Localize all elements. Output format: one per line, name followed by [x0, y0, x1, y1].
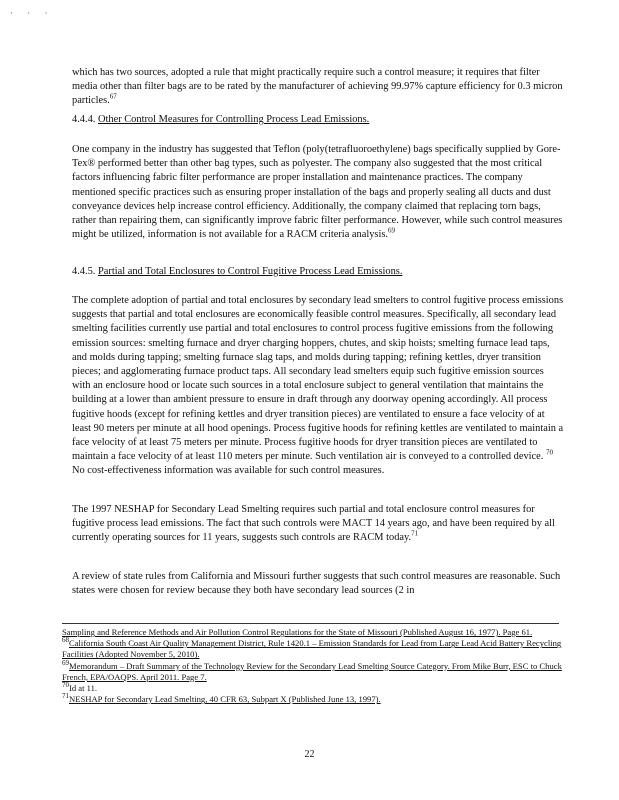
paragraph-state-rules [72, 570, 564, 598]
footnote-ref[interactable]: 69 [387, 226, 395, 235]
footnote-divider [62, 623, 559, 624]
footnote-ref[interactable]: 71 [411, 529, 419, 538]
section-heading-4-4-4 [72, 113, 564, 127]
footnote-text[interactable]: California South Coast Air Quality Management District, Rule 1420.1 – Emission Standards for Lead from Large Lead Acid Battery Recycling Facilities (Adopted November 5, 2010). [62, 638, 562, 660]
footnote [62, 694, 562, 705]
heading-number: 4.4.4. [72, 114, 96, 125]
footnote-number: 69 [62, 658, 69, 667]
footnote [62, 658, 562, 683]
footnote-text[interactable]: Memorandum – Draft Summary of the Technology Review for the Secondary Lead Smelting Source Category. From Mike Burr, ESC to Chuck French, EPA/OAQPS. April 2011. Page 7. [62, 660, 562, 682]
paragraph-text-tail: No cost-effectiveness information was available for such control measures. [72, 465, 385, 477]
footnote-ref[interactable]: 67 [109, 92, 117, 101]
paragraph-text: The complete adoption of partial and total enclosures by secondary lead smelters to control fugitive process emissions suggests that partial and total enclosures are economically feasible control measures. Specifically, all secondary lead smelting facilities currently use partial and total enclosures to control process fugitive emissions from the following emission sources: smelting furnace and dryer charging hoppers, chutes, and skip hoists; smelting furnace lead taps, and molds during tapping; smelting furnace slag taps, and molds during tapping; refining kettles, dryer transition pieces; and agglomerating furnace product taps. All secondary lead smelters equip such fugitive emission sources with an enclosure hood or locate such sources in a total enclosure subject to general ventilation that maintains the building at a lower than ambient pressure to ensure in draft through any doorway opening accordingly. All process fugitive hoods (except for refining kettles and dryer transition pieces) are ventilated to ensure a face velocity of at least 90 meters per minute at all hood openings. Process fugitive hoods for refining kettles are ventilated to maintain a face velocity of at least 75 meters per minute. Process fugitive hoods for dryer transition pieces are ventilated to maintain a face velocity of at least 110 meters per minute. Such ventilation air is conveyed to a controlled device. [72, 295, 564, 463]
heading-title: Other Control Measures for Controlling Process Lead Emissions. [98, 114, 370, 125]
footnote-text: Sampling and Reference Methods and Air Pollution Control Regulations for the State of Missouri (Published August 16, 1977). Page 61. [62, 627, 533, 637]
footnote [62, 627, 562, 638]
paragraph-enclosures [72, 294, 564, 479]
footnote-text: Id at 11. [69, 683, 98, 694]
paragraph-neshap [72, 503, 564, 546]
paragraph-continuation [72, 66, 564, 109]
footnote-number: 71 [62, 692, 69, 701]
paragraph-text: which has two sources, adopted a rule that might practically require such a control measure; it requires that filter media other than filter bags are to be rated by the manufacturer of achieving 99.97% capture efficiency for 0.3 micron particles. [72, 67, 563, 107]
paragraph-teflon-bags [72, 143, 564, 242]
footnote-text[interactable]: NESHAP for Secondary Lead Smelting, 40 CFR 63, Subpart X (Published June 13, 1997). [69, 694, 381, 705]
scan-artifact: · · · [10, 8, 54, 18]
footnotes [62, 627, 562, 705]
footnote [62, 683, 562, 694]
page-number: 22 [304, 749, 315, 760]
footnote [62, 638, 562, 660]
paragraph-text: One company in the industry has suggested that Teflon (poly(tetrafluoroethylene) bags specifically supplied by Gore-Tex® performed better than other bag types, such as polyester. The company also suggested that the most critical factors influencing fabric filter performance are proper installation and maintenance practices. The company mentioned specific practices such as ensuring proper installation of the bags and properly sealing all ducts and dust conveyance devices help increase control efficiency. Additionally, the company claimed that replacing torn bags, rather than repairing them, can significantly improve fabric filter performance. However, while such control measures might be utilized, information is not available for a RACM criteria analysis. [72, 144, 563, 241]
footnote-ref[interactable]: 70 [545, 448, 553, 457]
section-heading-4-4-5 [72, 265, 564, 279]
paragraph-text: A review of state rules from California and Missouri further suggests that such control measures are reasonable. Such states were chosen for review because they both have secondary lead sources (2 in [72, 571, 561, 597]
footnote-number: 70 [62, 681, 69, 690]
footnote-number: 68 [62, 636, 69, 645]
paragraph-text: The 1997 NESHAP for Secondary Lead Smelting requires such partial and total enclosure control measures for fugitive process lead emissions. The fact that such controls were MACT 14 years ago, and have been required by all currently operating sources for 11 years, suggests such controls are RACM today. [72, 504, 555, 544]
heading-number: 4.4.5. [72, 266, 96, 277]
heading-title: Partial and Total Enclosures to Control Fugitive Process Lead Emissions. [98, 266, 403, 277]
